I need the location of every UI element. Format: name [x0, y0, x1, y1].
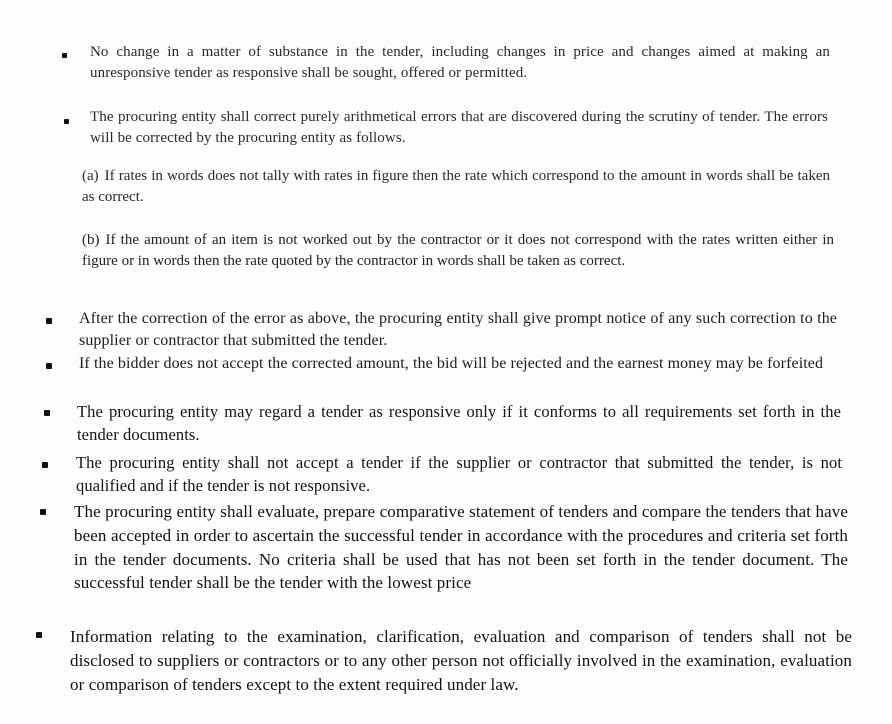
bullet-marker — [46, 318, 52, 324]
bullet-text-2: The procuring entity shall correct purely arithmetical errors that are discovered during the scrutiny of tender. The errors will be corrected by the procuring entity as follows. — [90, 109, 828, 146]
bullet-text-1: No change in a matter of substance in the tender, including changes in price and changes aimed at making an unresponsive tender as responsive shall be sought, offered or permitted. — [90, 44, 830, 81]
subitem-a — [82, 166, 830, 208]
bullet-marker — [44, 410, 50, 416]
bullet-text-8: Information relating to the examination, clarification, evaluation and comparison of tenders shall not be disclosed to suppliers or contractors or to any other person not officially involved in the examination, evaluation or comparison of tenders except to the extent required under law. — [70, 627, 852, 694]
subitem-b — [82, 230, 834, 272]
bullet-marker — [64, 119, 69, 124]
bullet-marker — [36, 632, 42, 638]
subitem-a-label: (a) — [82, 168, 99, 184]
bullet-text-7: The procuring entity shall evaluate, prepare comparative statement of tenders and compare the tenders that have been accepted in order to ascertain the successful tender in accordance with the procedures and criteria set forth in the tender documents. No criteria shall be used that has not been set forth in the tender document. The successful tender shall be the tender with the lowest price — [74, 502, 848, 593]
subitem-b-label: (b) — [82, 232, 100, 248]
bullet-text-6: The procuring entity shall not accept a tender if the supplier or contractor that submitted the tender, is not qualified and if the tender is not responsive. — [76, 453, 842, 495]
bullet-text-4: If the bidder does not accept the corrected amount, the bid will be rejected and the earnest money may be forfeited — [79, 355, 824, 372]
subitem-b-text: If the amount of an item is not worked out by the contractor or it does not correspond with the rates written either in figure or in words then the rate quoted by the contractor in words shall be taken as correct. — [82, 232, 834, 269]
bullet-text-3: After the correction of the error as above, the procuring entity shall give prompt notice of any such correction to the supplier or contractor that submitted the tender. — [79, 310, 837, 350]
bullet-marker — [42, 462, 48, 468]
bullet-marker — [62, 53, 67, 58]
bullet-text-5: The procuring entity may regard a tender as responsive only if it conforms to all requirements set forth in the tender documents. — [77, 402, 841, 444]
bullet-marker — [46, 363, 52, 369]
subitem-a-text: If rates in words does not tally with rates in figure then the rate which correspond to the amount in words shall be taken as correct. — [82, 168, 830, 205]
bullet-marker — [40, 509, 46, 515]
